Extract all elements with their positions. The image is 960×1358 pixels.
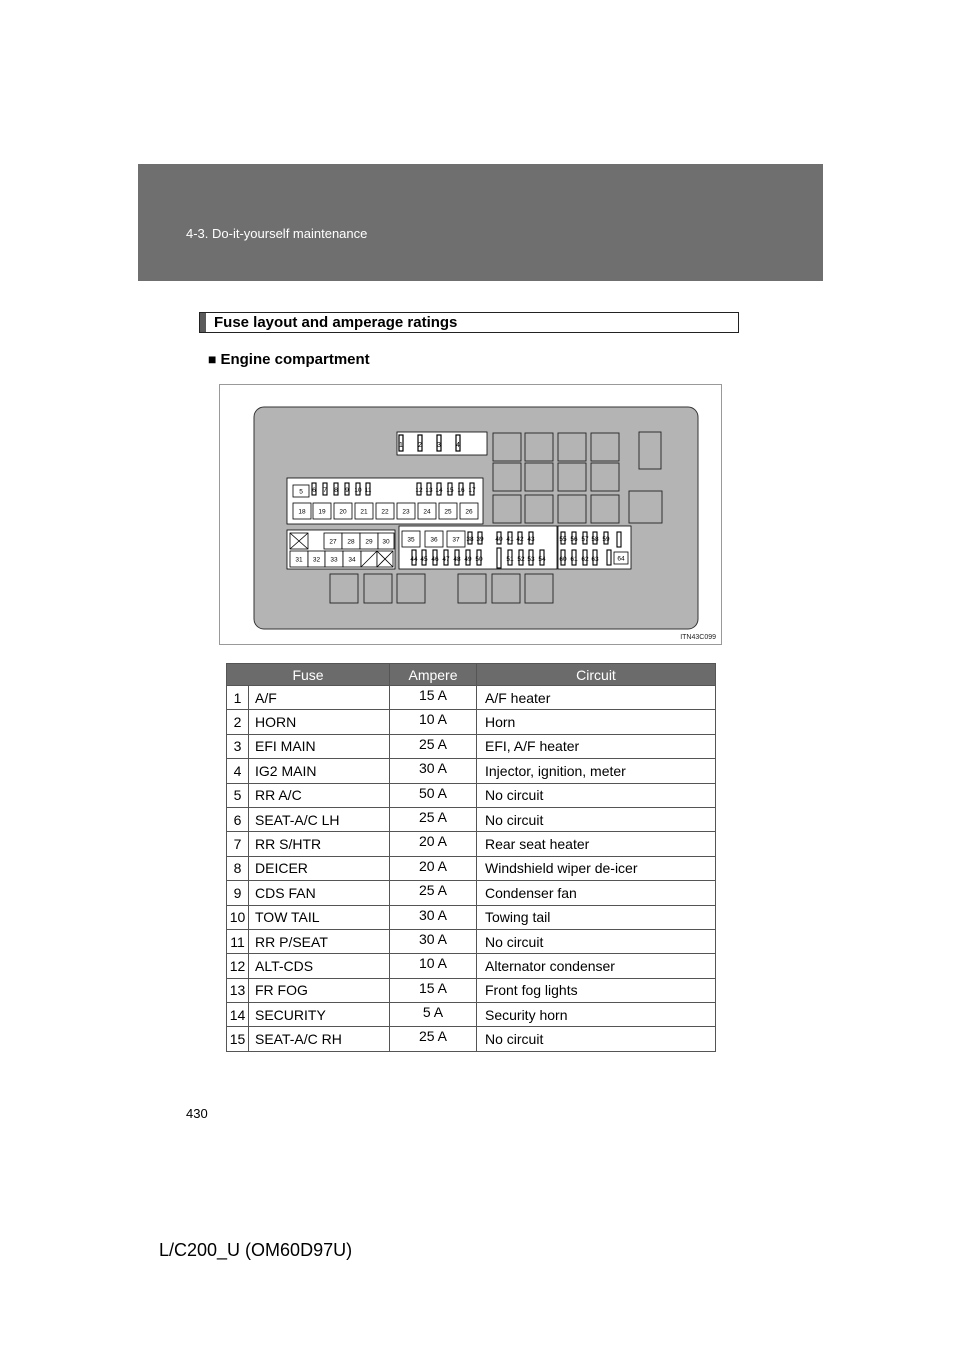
table-row <box>227 881 716 905</box>
fuse-label-28: 28 <box>347 538 355 546</box>
fuse-circuit: Condenser fan <box>477 881 716 905</box>
fuse-label-60: 60 <box>559 556 567 563</box>
fuse-circuit: No circuit <box>477 929 716 953</box>
fuse-circuit: Alternator condenser <box>477 954 716 978</box>
fuse-circuit: No circuit <box>477 1027 716 1051</box>
table-header-row <box>227 664 716 686</box>
fuse-label-46: 46 <box>431 556 439 563</box>
fuse-circuit: EFI, A/F heater <box>477 734 716 758</box>
fuse-number: 2 <box>227 710 249 734</box>
fuse-name: FR FOG <box>249 978 390 1002</box>
image-code: ITN43C099 <box>680 634 716 641</box>
fuse-circuit: No circuit <box>477 807 716 831</box>
table-row <box>227 1003 716 1027</box>
fuse-name: SECURITY <box>249 1003 390 1027</box>
fuse-label-63: 63 <box>591 556 599 563</box>
fuse-name: RR S/HTR <box>249 832 390 856</box>
fuse-label-45: 45 <box>420 556 428 563</box>
fuse-label-10: 10 <box>354 487 362 494</box>
table-row <box>227 734 716 758</box>
fuse-label-11: 11 <box>364 487 372 494</box>
fuse-label-47: 47 <box>442 556 450 563</box>
fuse-label-27: 27 <box>329 538 337 546</box>
bottom-relay <box>397 574 425 603</box>
fuse-label-57: 57 <box>581 536 589 543</box>
fuse-label-55: 55 <box>559 536 567 543</box>
fuse-label-34: 34 <box>348 556 356 564</box>
fuse-circuit: Windshield wiper de-icer <box>477 856 716 880</box>
fuse-name: SEAT-A/C LH <box>249 807 390 831</box>
subheading-text: Engine compartment <box>220 351 370 368</box>
section-title: Fuse layout and amperage ratings <box>214 314 458 331</box>
fuse-label-44: 44 <box>410 556 418 563</box>
fuse-ampere: 15 A <box>390 978 477 1002</box>
fuse-label-20: 20 <box>339 508 347 516</box>
square-bullet-icon: ■ <box>208 351 217 367</box>
fuse-label-5: 5 <box>299 488 303 496</box>
fuse-circuit: Injector, ignition, meter <box>477 759 716 783</box>
fuse-label-30: 30 <box>382 538 390 546</box>
fuse-ampere: 50 A <box>390 783 477 807</box>
table-row <box>227 856 716 880</box>
relay-block <box>493 495 521 523</box>
relay-block <box>558 463 586 491</box>
title-accent <box>200 313 206 332</box>
fuse-label-26: 26 <box>465 508 473 516</box>
fuse-label-51: 51 <box>506 556 514 563</box>
relay-block <box>558 433 586 461</box>
fuse-ampere: 30 A <box>390 929 477 953</box>
relay-block <box>525 495 553 523</box>
fuse-ampere: 25 A <box>390 734 477 758</box>
bottom-relay <box>364 574 392 603</box>
section-title-bar <box>199 312 739 333</box>
fuse-number: 12 <box>227 954 249 978</box>
fuse-name: TOW TAIL <box>249 905 390 929</box>
fuse-label-59: 59 <box>602 536 610 543</box>
fuse-number: 3 <box>227 734 249 758</box>
table-row <box>227 905 716 929</box>
subheading <box>208 351 370 368</box>
table-row <box>227 759 716 783</box>
fuse-number: 8 <box>227 856 249 880</box>
relay-block <box>493 433 521 461</box>
fuse-number: 9 <box>227 881 249 905</box>
fuse-label-56: 56 <box>570 536 578 543</box>
fuse-label-18: 18 <box>298 508 306 516</box>
table-row <box>227 832 716 856</box>
fuse-label-33: 33 <box>330 556 338 564</box>
bottom-relay <box>458 574 486 603</box>
fuse-name: RR A/C <box>249 783 390 807</box>
fuse-number: 6 <box>227 807 249 831</box>
fuse-label-22: 22 <box>381 508 389 516</box>
fuse-name: CDS FAN <box>249 881 390 905</box>
fuse-label-52: 52 <box>517 556 525 563</box>
fuse-number: 5 <box>227 783 249 807</box>
relay-block <box>525 463 553 491</box>
relay-block <box>558 495 586 523</box>
fuse-label-31: 31 <box>295 556 303 564</box>
fuse-ampere: 25 A <box>390 1027 477 1051</box>
fuse-number: 15 <box>227 1027 249 1051</box>
fuse-circuit: Front fog lights <box>477 978 716 1002</box>
fuse-label-36: 36 <box>430 536 438 544</box>
fuse-label-6: 6 <box>312 487 316 494</box>
fuse-label-24: 24 <box>423 508 431 516</box>
top-fuse-panel <box>397 432 487 455</box>
fuse-ampere: 15 A <box>390 686 477 710</box>
fuse-label-17: 17 <box>468 487 476 494</box>
relay-block-tall <box>639 432 661 469</box>
fuse-number: 13 <box>227 978 249 1002</box>
relay-block <box>493 463 521 491</box>
fuse-label-29: 29 <box>365 538 373 546</box>
fuse-circuit: Rear seat heater <box>477 832 716 856</box>
fuse-number: 4 <box>227 759 249 783</box>
fuse-label-38: 38 <box>466 536 474 543</box>
fuse-name: ALT-CDS <box>249 954 390 978</box>
fuse-label-37: 37 <box>452 536 460 544</box>
fuse-ampere: 20 A <box>390 832 477 856</box>
fuse-ampere: 5 A <box>390 1003 477 1027</box>
fuse-name: IG2 MAIN <box>249 759 390 783</box>
relay-block <box>591 495 619 523</box>
section-breadcrumb: 4-3. Do-it-yourself maintenance <box>186 226 368 241</box>
fuse-label-32: 32 <box>312 556 321 564</box>
table-row <box>227 954 716 978</box>
fuse-label-15: 15 <box>446 487 454 494</box>
fuse-label-14: 14 <box>435 487 443 494</box>
fuse-circuit: No circuit <box>477 783 716 807</box>
fuse-column-header: Fuse <box>227 664 390 686</box>
fuse-label-50: 50 <box>475 556 483 563</box>
fuse-label-1: 1 <box>399 442 403 449</box>
fuse-table <box>226 663 716 1052</box>
fuse-label-43: 43 <box>527 536 535 543</box>
fuse-label-23: 23 <box>402 508 410 516</box>
table-row <box>227 978 716 1002</box>
fuse-label-42: 42 <box>516 536 524 543</box>
fuse-label-53: 53 <box>527 556 535 563</box>
fuse-label-25: 25 <box>444 508 452 516</box>
header-band <box>138 164 823 281</box>
fuse-ampere: 30 A <box>390 759 477 783</box>
fuse-circuit: A/F heater <box>477 686 716 710</box>
fuse-label-21: 21 <box>360 508 368 516</box>
table-row <box>227 710 716 734</box>
fuse-label-9: 9 <box>345 487 349 494</box>
fuse-label-58: 58 <box>591 536 599 543</box>
bottom-relay <box>492 574 520 603</box>
fuse-label-49: 49 <box>464 556 472 563</box>
fuse-box-svg <box>220 385 723 646</box>
ampere-column-header: Ampere <box>390 664 477 686</box>
fuse-label-12: 12 <box>415 487 423 494</box>
fuse-circuit: Horn <box>477 710 716 734</box>
fuse-number: 1 <box>227 686 249 710</box>
fuse-circuit: Towing tail <box>477 905 716 929</box>
table-row <box>227 807 716 831</box>
fuse-circuit: Security horn <box>477 1003 716 1027</box>
fuse-label-19: 19 <box>318 508 326 516</box>
fuse-number: 10 <box>227 905 249 929</box>
table-row <box>227 686 716 710</box>
fuse-label-48: 48 <box>453 556 461 563</box>
fuse-box-diagram <box>219 384 722 645</box>
fuse-label-13: 13 <box>425 487 433 494</box>
fuse-name: EFI MAIN <box>249 734 390 758</box>
fuse-label-2: 2 <box>418 442 422 449</box>
fuse-name: DEICER <box>249 856 390 880</box>
fuse-ampere: 10 A <box>390 954 477 978</box>
fuse-label-35: 35 <box>407 536 415 544</box>
page-number: 430 <box>186 1106 208 1121</box>
table-row <box>227 1027 716 1051</box>
fuse-label-40: 40 <box>495 536 503 543</box>
fuse-label-3: 3 <box>437 442 441 449</box>
fuse-label-64: 64 <box>617 555 625 563</box>
fuse-label-41: 41 <box>506 536 514 543</box>
fuse-number: 14 <box>227 1003 249 1027</box>
relay-block <box>525 433 553 461</box>
fuse-name: RR P/SEAT <box>249 929 390 953</box>
fuse-number: 7 <box>227 832 249 856</box>
fuse-ampere: 25 A <box>390 881 477 905</box>
fuse-ampere: 25 A <box>390 807 477 831</box>
fuse-label-61: 61 <box>570 556 578 563</box>
table-row <box>227 783 716 807</box>
fuse-label-8: 8 <box>334 487 338 494</box>
table-row <box>227 929 716 953</box>
fuse-name: A/F <box>249 686 390 710</box>
relay-block <box>591 433 619 461</box>
fuse-ampere: 20 A <box>390 856 477 880</box>
relay-block <box>591 463 619 491</box>
fuse-ampere: 30 A <box>390 905 477 929</box>
fuse-number: 11 <box>227 929 249 953</box>
fuse-label-62: 62 <box>581 556 589 563</box>
bottom-relay <box>525 574 553 603</box>
fuse-name: SEAT-A/C RH <box>249 1027 390 1051</box>
bottom-relay <box>330 574 358 603</box>
fuse-name: HORN <box>249 710 390 734</box>
fuse-label-39: 39 <box>476 536 484 543</box>
fuse-ampere: 10 A <box>390 710 477 734</box>
fuse-label-54: 54 <box>538 556 546 563</box>
fuse-label-16: 16 <box>457 487 465 494</box>
circuit-column-header: Circuit <box>477 664 716 686</box>
fuse-label-7: 7 <box>323 487 327 494</box>
document-id: L/C200_U (OM60D97U) <box>159 1240 353 1260</box>
fuse-label-4: 4 <box>456 442 460 449</box>
relay-block-large <box>629 491 662 523</box>
